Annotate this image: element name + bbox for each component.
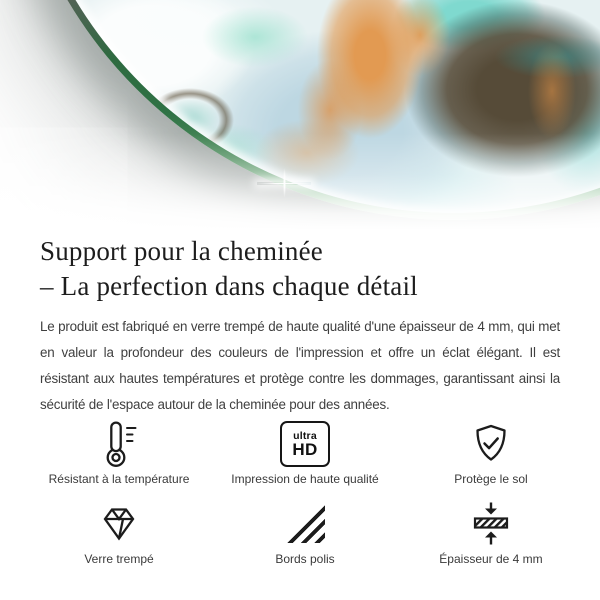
ultra-hd-icon: [280, 420, 330, 468]
shield-check-icon: [469, 420, 513, 468]
polished-edges-icon: [285, 500, 325, 548]
feature-label: Protège le sol: [454, 472, 528, 486]
hero-image: [0, 0, 600, 230]
glass-panel-edge: [5, 0, 600, 220]
feature-label: Épaisseur de 4 mm: [439, 552, 543, 566]
feature-item-floor-protection: [398, 420, 584, 486]
thickness-icon: [469, 500, 513, 548]
page-title-line1: Support pour la cheminée: [40, 236, 323, 266]
page-title: [40, 234, 560, 304]
feature-label: Bords polis: [275, 552, 335, 566]
feature-label: Résistant à la température: [48, 472, 190, 486]
thermometer-icon: [97, 420, 141, 468]
feature-item-polished-edges: [212, 500, 398, 566]
feature-label: Impression de haute qualité: [231, 472, 379, 486]
feature-item-temperature: [26, 420, 212, 486]
product-description: Le produit est fabriqué en verre trempé de haute qualité d'une épaisseur de 4 mm, qui met en valeur la profondeur des couleurs de l'impression et offre un éclat élégant. Il est résistant aux hautes températures et protège contre les dommages, garantissant ainsi la sécurité de l'espace autour de la cheminée pour des années.: [40, 319, 560, 412]
ultra-hd-icon-text-bottom: HD: [292, 439, 318, 459]
feature-label: Verre trempé: [84, 552, 154, 566]
feature-item-print-quality: [212, 420, 398, 486]
features-grid: [0, 420, 600, 566]
ultra-hd-icon-text-top: ultra: [293, 429, 317, 442]
feature-item-tempered-glass: [26, 500, 212, 566]
diamond-icon: [97, 500, 141, 548]
page-title-line2: – La perfection dans chaque détail: [40, 271, 418, 301]
feature-item-thickness: [398, 500, 584, 566]
